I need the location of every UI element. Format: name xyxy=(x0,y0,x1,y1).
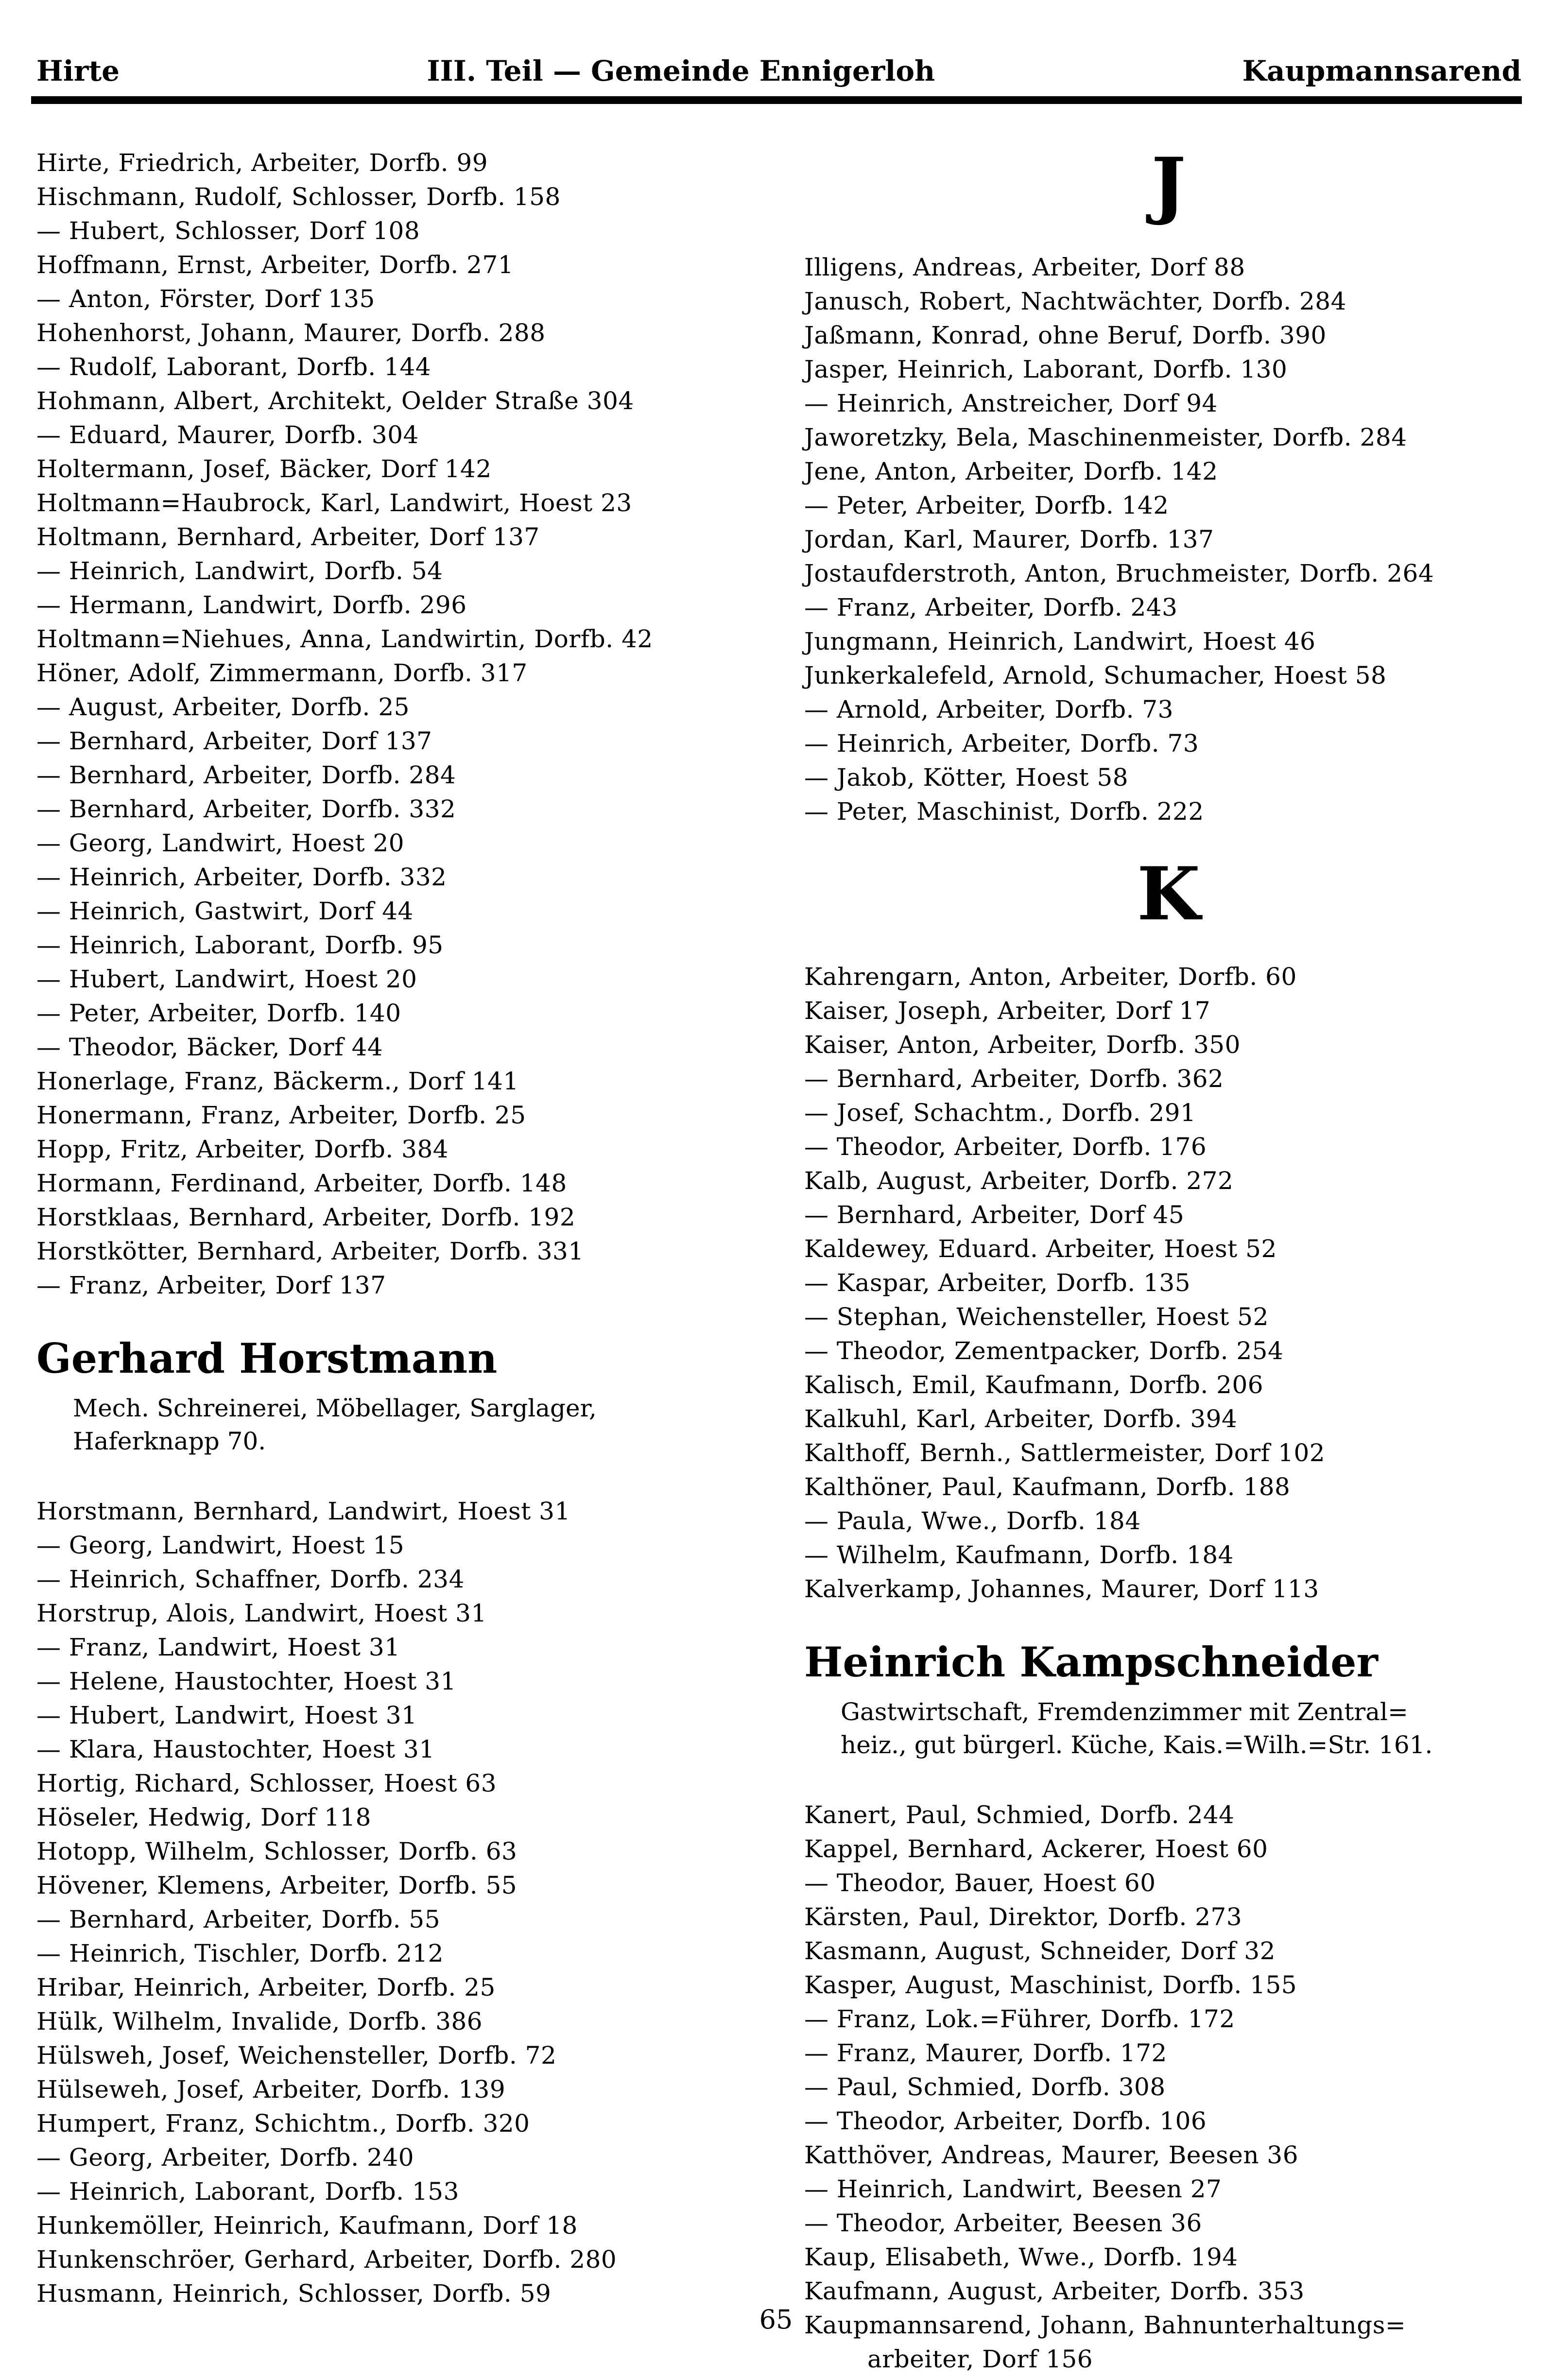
directory-entry-line: — August, Arbeiter, Dorfb. 25 xyxy=(36,693,410,721)
right-column xyxy=(804,142,1533,2376)
directory-entry-line: Hohmann, Albert, Architekt, Oelder Straße 304 xyxy=(36,387,634,415)
directory-entry xyxy=(36,1698,760,1732)
directory-entry-line: Kaiser, Anton, Arbeiter, Dorfb. 350 xyxy=(804,1031,1241,1059)
directory-entry-line: Kaufmann, August, Arbeiter, Dorfb. 353 xyxy=(804,2277,1305,2305)
directory-entry xyxy=(804,1368,1533,1402)
directory-entry-line: Kärsten, Paul, Direktor, Dorfb. 273 xyxy=(804,1903,1242,1931)
directory-entry-line: Illigens, Andreas, Arbeiter, Dorf 88 xyxy=(804,253,1245,281)
directory-entry xyxy=(36,1868,760,1902)
directory-entry-line: — Theodor, Bäcker, Dorf 44 xyxy=(36,1033,383,1061)
directory-entry xyxy=(36,1630,760,1664)
directory-entry-line: Jungmann, Heinrich, Landwirt, Hoest 46 xyxy=(804,627,1316,655)
page-number: 65 xyxy=(759,2304,793,2335)
directory-entry xyxy=(804,284,1533,318)
directory-entry xyxy=(36,1800,760,1834)
directory-entry-line: Humpert, Franz, Schichtm., Dorfb. 320 xyxy=(36,2109,530,2138)
directory-entry-line: Kaupmannsarend, Johann, Bahnunterhaltungs= xyxy=(804,2311,1406,2339)
directory-entry xyxy=(36,1098,760,1132)
section-letter-K: K xyxy=(1137,851,1201,937)
directory-entry xyxy=(804,794,1533,828)
directory-entry-line: — Theodor, Bauer, Hoest 60 xyxy=(804,1869,1156,1897)
directory-entry-line: — Theodor, Arbeiter, Beesen 36 xyxy=(804,2209,1202,2237)
directory-entry-line: Hortig, Richard, Schlosser, Hoest 63 xyxy=(36,1769,497,1797)
directory-entry xyxy=(36,316,760,350)
page-header xyxy=(36,54,1521,87)
directory-entry xyxy=(36,1596,760,1630)
directory-entry-line: Horstklaas, Bernhard, Arbeiter, Dorfb. 192 xyxy=(36,1203,576,1231)
directory-entry xyxy=(36,656,760,690)
directory-entry-line: — Georg, Landwirt, Hoest 20 xyxy=(36,829,405,857)
bold-listing-line: heiz., gut bürgerl. Küche, Kais.=Wilh.=Str. 161. xyxy=(841,1731,1433,1759)
directory-entry xyxy=(804,1096,1533,1130)
directory-entry xyxy=(36,894,760,928)
directory-entry xyxy=(804,1504,1533,1538)
directory-entry xyxy=(804,590,1533,624)
directory-entry-line: — Bernhard, Arbeiter, Dorfb. 284 xyxy=(36,761,456,789)
directory-entry-line: — Franz, Maurer, Dorfb. 172 xyxy=(804,2039,1167,2067)
directory-entry xyxy=(804,1232,1533,1266)
directory-entry-line: — Peter, Maschinist, Dorfb. 222 xyxy=(804,797,1204,826)
directory-entry xyxy=(36,1732,760,1766)
directory-entry-line: Hotopp, Wilhelm, Schlosser, Dorfb. 63 xyxy=(36,1837,517,1865)
directory-entry-line: — Heinrich, Tischler, Dorfb. 212 xyxy=(36,1939,444,1967)
directory-entry-line: Kalthoff, Bernh., Sattlermeister, Dorf 102 xyxy=(804,1439,1326,1467)
bold-listing-line: Haferknapp 70. xyxy=(73,1427,266,1455)
directory-entry-line: Hribar, Heinrich, Arbeiter, Dorfb. 25 xyxy=(36,1973,496,2001)
directory-entry-line: — Heinrich, Landwirt, Beesen 27 xyxy=(804,2175,1222,2203)
directory-entry xyxy=(804,488,1533,522)
directory-entry-line: Höner, Adolf, Zimmermann, Dorfb. 317 xyxy=(36,659,528,687)
directory-entry xyxy=(804,994,1533,1028)
directory-entry-line: Hopp, Fritz, Arbeiter, Dorfb. 384 xyxy=(36,1135,449,1163)
directory-entry xyxy=(36,1268,760,1302)
directory-entry-continuation: arbeiter, Dorf 156 xyxy=(867,2345,1093,2373)
directory-entry xyxy=(804,522,1533,556)
directory-entry xyxy=(36,1064,760,1098)
directory-entry-line: Horstkötter, Bernhard, Arbeiter, Dorfb. 331 xyxy=(36,1237,584,1265)
directory-entry xyxy=(804,1062,1533,1096)
directory-entry-line: — Heinrich, Arbeiter, Dorfb. 332 xyxy=(36,863,447,891)
directory-entry-line: Kaldewey, Eduard. Arbeiter, Hoest 52 xyxy=(804,1235,1277,1263)
header-section-title: III. Teil — Gemeinde Ennigerloh xyxy=(427,54,935,87)
directory-entry xyxy=(804,420,1533,454)
directory-entry xyxy=(36,928,760,962)
header-rule xyxy=(31,96,1522,104)
directory-entry xyxy=(36,962,760,996)
directory-entry xyxy=(804,2240,1533,2274)
directory-entry xyxy=(36,2072,760,2106)
directory-entry-line: Kappel, Bernhard, Ackerer, Hoest 60 xyxy=(804,1835,1268,1863)
section-letter-J: J xyxy=(1151,142,1186,227)
directory-entry-line: Hövener, Klemens, Arbeiter, Dorfb. 55 xyxy=(36,1871,517,1899)
directory-entry-line: Kalisch, Emil, Kaufmann, Dorfb. 206 xyxy=(804,1371,1264,1399)
directory-entry-line: — Heinrich, Arbeiter, Dorfb. 73 xyxy=(804,729,1199,758)
directory-entry xyxy=(804,318,1533,352)
directory-entry xyxy=(804,1300,1533,1334)
directory-entry xyxy=(36,758,760,792)
directory-entry-line: — Bernhard, Arbeiter, Dorfb. 55 xyxy=(36,1905,441,1933)
directory-entry xyxy=(804,1798,1533,1832)
directory-entry-line: Kasper, August, Maschinist, Dorfb. 155 xyxy=(804,1971,1297,1999)
directory-entry xyxy=(804,624,1533,658)
directory-entry xyxy=(804,960,1533,994)
directory-entry xyxy=(36,622,760,656)
directory-entry-line: — Hubert, Schlosser, Dorf 108 xyxy=(36,217,420,245)
directory-entry xyxy=(36,1902,760,1936)
directory-entry-line: — Franz, Arbeiter, Dorf 137 xyxy=(36,1271,386,1299)
directory-entry xyxy=(804,1832,1533,1866)
directory-entry-line: — Josef, Schachtm., Dorfb. 291 xyxy=(804,1099,1196,1127)
directory-entry xyxy=(36,282,760,316)
directory-entry xyxy=(36,1234,760,1268)
directory-entry-line: — Anton, Förster, Dorf 135 xyxy=(36,285,375,313)
directory-entry xyxy=(36,826,760,860)
directory-entry xyxy=(36,1970,760,2004)
directory-entry-line: — Theodor, Zementpacker, Dorfb. 254 xyxy=(804,1337,1284,1365)
directory-entry xyxy=(36,1030,760,1064)
directory-entry-line: Horstrup, Alois, Landwirt, Hoest 31 xyxy=(36,1599,487,1627)
directory-entry-line: Holtermann, Josef, Bäcker, Dorf 142 xyxy=(36,455,492,483)
directory-entry xyxy=(36,2174,760,2208)
directory-entry-line: — Heinrich, Schaffner, Dorfb. 234 xyxy=(36,1565,465,1593)
directory-entry xyxy=(36,690,760,724)
directory-entry xyxy=(804,1164,1533,1198)
directory-entry-line: — Peter, Arbeiter, Dorfb. 140 xyxy=(36,999,401,1027)
directory-entry-line: — Heinrich, Laborant, Dorfb. 95 xyxy=(36,931,444,959)
directory-entry-line: Hirte, Friedrich, Arbeiter, Dorfb. 99 xyxy=(36,149,488,177)
left-column xyxy=(36,146,760,2311)
directory-entry xyxy=(36,452,760,486)
directory-entry-line: Jene, Anton, Arbeiter, Dorfb. 142 xyxy=(804,457,1218,485)
directory-entry-line: — Georg, Arbeiter, Dorfb. 240 xyxy=(36,2143,414,2172)
directory-entry xyxy=(804,692,1533,726)
directory-entry-line: Kalkuhl, Karl, Arbeiter, Dorfb. 394 xyxy=(804,1405,1238,1433)
directory-entry-line: Holtmann, Bernhard, Arbeiter, Dorf 137 xyxy=(36,523,540,551)
bold-listing-line: Mech. Schreinerei, Möbellager, Sarglager, xyxy=(73,1394,597,1422)
directory-entry-line: Hülseweh, Josef, Arbeiter, Dorfb. 139 xyxy=(36,2075,506,2104)
directory-entry xyxy=(36,486,760,520)
directory-entry xyxy=(36,1834,760,1868)
directory-entry xyxy=(804,2036,1533,2070)
directory-entry xyxy=(804,2274,1533,2308)
directory-entry xyxy=(36,860,760,894)
directory-entry-line: — Wilhelm, Kaufmann, Dorfb. 184 xyxy=(804,1541,1234,1569)
directory-entry xyxy=(804,1866,1533,1900)
directory-entry xyxy=(36,418,760,452)
directory-entry xyxy=(804,658,1533,692)
bold-listing-line: Gastwirtschaft, Fremdenzimmer mit Zentral= xyxy=(841,1698,1408,1726)
directory-entry-line: — Arnold, Arbeiter, Dorfb. 73 xyxy=(804,695,1173,724)
directory-entry xyxy=(36,1936,760,1970)
directory-entry-line: Kahrengarn, Anton, Arbeiter, Dorfb. 60 xyxy=(804,963,1297,991)
directory-entry xyxy=(36,792,760,826)
directory-entry xyxy=(804,250,1533,284)
directory-entry xyxy=(36,350,760,384)
directory-entry xyxy=(36,146,760,180)
directory-entry xyxy=(804,1130,1533,1164)
directory-entry xyxy=(804,726,1533,760)
directory-entry-line: — Peter, Arbeiter, Dorfb. 142 xyxy=(804,491,1169,519)
directory-entry-line: Janusch, Robert, Nachtwächter, Dorfb. 284 xyxy=(804,287,1346,315)
directory-entry-line: — Franz, Arbeiter, Dorfb. 243 xyxy=(804,593,1178,621)
directory-entry-line: Jasper, Heinrich, Laborant, Dorfb. 130 xyxy=(804,355,1288,383)
directory-entry-line: — Franz, Lok.=Führer, Dorfb. 172 xyxy=(804,2005,1235,2033)
directory-entry-line: Honerlage, Franz, Bäckerm., Dorf 141 xyxy=(36,1067,519,1095)
directory-entry-line: Jostaufderstroth, Anton, Bruchmeister, Dorfb. 264 xyxy=(804,559,1434,587)
directory-entry-line: Jaßmann, Konrad, ohne Beruf, Dorfb. 390 xyxy=(804,321,1327,349)
directory-entry xyxy=(804,352,1533,386)
directory-entry xyxy=(36,2242,760,2277)
directory-entry-line: — Heinrich, Landwirt, Dorfb. 54 xyxy=(36,557,443,585)
directory-entry xyxy=(804,1436,1533,1470)
directory-entry xyxy=(804,1402,1533,1436)
directory-entry xyxy=(804,2104,1533,2138)
directory-entry xyxy=(804,760,1533,794)
directory-entry-line: Hohenhorst, Johann, Maurer, Dorfb. 288 xyxy=(36,319,546,347)
directory-entry-line: Kasmann, August, Schneider, Dorf 32 xyxy=(804,1937,1276,1965)
directory-entry-line: — Stephan, Weichensteller, Hoest 52 xyxy=(804,1303,1269,1331)
directory-entry xyxy=(36,214,760,248)
directory-entry-line: Jordan, Karl, Maurer, Dorfb. 137 xyxy=(804,525,1214,553)
directory-entry xyxy=(36,248,760,282)
directory-entry xyxy=(804,1028,1533,1062)
directory-entry-line: Husmann, Heinrich, Schlosser, Dorfb. 59 xyxy=(36,2279,552,2308)
directory-entry-line: Hunkemöller, Heinrich, Kaufmann, Dorf 18 xyxy=(36,2211,578,2240)
directory-entry xyxy=(36,2106,760,2140)
directory-entry-line: Kalverkamp, Johannes, Maurer, Dorf 113 xyxy=(804,1575,1319,1603)
directory-entry-line: — Bernhard, Arbeiter, Dorf 45 xyxy=(804,1201,1185,1229)
bold-listing xyxy=(804,1640,1533,1761)
directory-entry-line: Junkerkalefeld, Arnold, Schumacher, Hoest 58 xyxy=(804,661,1387,690)
directory-entry xyxy=(36,1132,760,1166)
bold-listing-title: Gerhard Horstmann xyxy=(36,1334,498,1382)
directory-entry xyxy=(36,996,760,1030)
directory-entry xyxy=(36,1766,760,1800)
directory-entry-line: — Heinrich, Laborant, Dorfb. 153 xyxy=(36,2177,459,2206)
directory-entry-line: — Klara, Haustochter, Hoest 31 xyxy=(36,1735,435,1763)
directory-entry-line: Honermann, Franz, Arbeiter, Dorfb. 25 xyxy=(36,1101,526,1129)
directory-entry xyxy=(804,2206,1533,2240)
directory-entry-line: — Bernhard, Arbeiter, Dorfb. 362 xyxy=(804,1065,1224,1093)
directory-entry-line: Kaup, Elisabeth, Wwe., Dorfb. 194 xyxy=(804,2243,1238,2271)
directory-entry-line: Hülk, Wilhelm, Invalide, Dorfb. 386 xyxy=(36,2007,483,2035)
directory-entry-line: Katthöver, Andreas, Maurer, Beesen 36 xyxy=(804,2141,1299,2169)
directory-entry xyxy=(804,1968,1533,2002)
directory-entry-line: Hunkenschröer, Gerhard, Arbeiter, Dorfb. 280 xyxy=(36,2245,617,2274)
directory-entry xyxy=(804,2172,1533,2206)
directory-entry-line: — Hermann, Landwirt, Dorfb. 296 xyxy=(36,591,467,619)
directory-entry xyxy=(36,2038,760,2072)
directory-entry-line: — Heinrich, Gastwirt, Dorf 44 xyxy=(36,897,414,925)
directory-entry-line: — Jakob, Kötter, Hoest 58 xyxy=(804,763,1129,792)
bold-listing xyxy=(36,1336,760,1458)
header-guide-word-right: Kaupmannsarend xyxy=(1242,54,1521,87)
directory-entry xyxy=(36,554,760,588)
directory-entry-line: — Bernhard, Arbeiter, Dorf 137 xyxy=(36,727,432,755)
directory-entry-line: Horstmann, Bernhard, Landwirt, Hoest 31 xyxy=(36,1497,570,1525)
directory-entry-line: Kanert, Paul, Schmied, Dorfb. 244 xyxy=(804,1801,1235,1829)
directory-entry xyxy=(804,386,1533,420)
header-guide-word-left: Hirte xyxy=(36,54,120,87)
directory-entry-line: Jaworetzky, Bela, Maschinenmeister, Dorfb. 284 xyxy=(804,423,1407,451)
directory-entry xyxy=(804,2002,1533,2036)
directory-entry-line: — Paul, Schmied, Dorfb. 308 xyxy=(804,2073,1166,2101)
directory-entry xyxy=(36,384,760,418)
directory-entry xyxy=(36,724,760,758)
directory-entry-line: Kaiser, Joseph, Arbeiter, Dorf 17 xyxy=(804,997,1211,1025)
directory-entry-line: — Eduard, Maurer, Dorfb. 304 xyxy=(36,421,419,449)
directory-entry-line: — Bernhard, Arbeiter, Dorfb. 332 xyxy=(36,795,456,823)
directory-entry-line: — Paula, Wwe., Dorfb. 184 xyxy=(804,1507,1141,1535)
directory-entry xyxy=(36,1200,760,1234)
directory-entry xyxy=(36,1166,760,1200)
directory-entry-line: — Georg, Landwirt, Hoest 15 xyxy=(36,1531,405,1559)
directory-entry-line: Hormann, Ferdinand, Arbeiter, Dorfb. 148 xyxy=(36,1169,567,1197)
directory-entry xyxy=(804,454,1533,488)
directory-entry-line: Hischmann, Rudolf, Schlosser, Dorfb. 158 xyxy=(36,183,561,211)
bold-listing-title: Heinrich Kampschneider xyxy=(804,1638,1378,1686)
directory-entry xyxy=(36,1664,760,1698)
directory-entry xyxy=(36,1562,760,1596)
directory-entry xyxy=(36,1494,760,1528)
directory-entry-line: Hoffmann, Ernst, Arbeiter, Dorfb. 271 xyxy=(36,251,514,279)
directory-entry xyxy=(804,1470,1533,1504)
directory-entry xyxy=(804,1900,1533,1934)
directory-entry-line: — Theodor, Arbeiter, Dorfb. 176 xyxy=(804,1133,1207,1161)
directory-entry xyxy=(36,180,760,214)
directory-entry xyxy=(36,1528,760,1562)
directory-entry-line: — Franz, Landwirt, Hoest 31 xyxy=(36,1633,400,1661)
directory-entry-line: — Kaspar, Arbeiter, Dorfb. 135 xyxy=(804,1269,1191,1297)
directory-entry xyxy=(804,1572,1533,1606)
directory-entry xyxy=(36,520,760,554)
directory-entry-line: — Hubert, Landwirt, Hoest 20 xyxy=(36,965,417,993)
directory-entry xyxy=(36,2208,760,2242)
directory-entry xyxy=(804,1934,1533,1968)
directory-entry-line: — Rudolf, Laborant, Dorfb. 144 xyxy=(36,353,431,381)
directory-entry xyxy=(36,2140,760,2174)
directory-entry-line: Holtmann=Niehues, Anna, Landwirtin, Dorfb. 42 xyxy=(36,625,653,653)
directory-entry-line: Höseler, Hedwig, Dorf 118 xyxy=(36,1803,371,1831)
directory-entry-line: Kalb, August, Arbeiter, Dorfb. 272 xyxy=(804,1167,1234,1195)
directory-entry xyxy=(804,2138,1533,2172)
directory-entry-line: Hülsweh, Josef, Weichensteller, Dorfb. 72 xyxy=(36,2041,557,2070)
directory-entry xyxy=(36,588,760,622)
directory-entry xyxy=(804,1198,1533,1232)
directory-entry-line: — Theodor, Arbeiter, Dorfb. 106 xyxy=(804,2107,1207,2135)
directory-entry xyxy=(804,1334,1533,1368)
directory-entry xyxy=(804,2070,1533,2104)
directory-entry xyxy=(804,1538,1533,1572)
directory-entry-line: — Helene, Haustochter, Hoest 31 xyxy=(36,1667,456,1695)
directory-entry-line: Holtmann=Haubrock, Karl, Landwirt, Hoest 23 xyxy=(36,489,632,517)
directory-entry xyxy=(804,556,1533,590)
directory-entry-line: Kalthöner, Paul, Kaufmann, Dorfb. 188 xyxy=(804,1473,1291,1501)
directory-entry xyxy=(804,1266,1533,1300)
directory-entry-line: — Hubert, Landwirt, Hoest 31 xyxy=(36,1701,417,1729)
directory-entry xyxy=(36,2004,760,2038)
directory-entry-line: — Heinrich, Anstreicher, Dorf 94 xyxy=(804,389,1218,417)
